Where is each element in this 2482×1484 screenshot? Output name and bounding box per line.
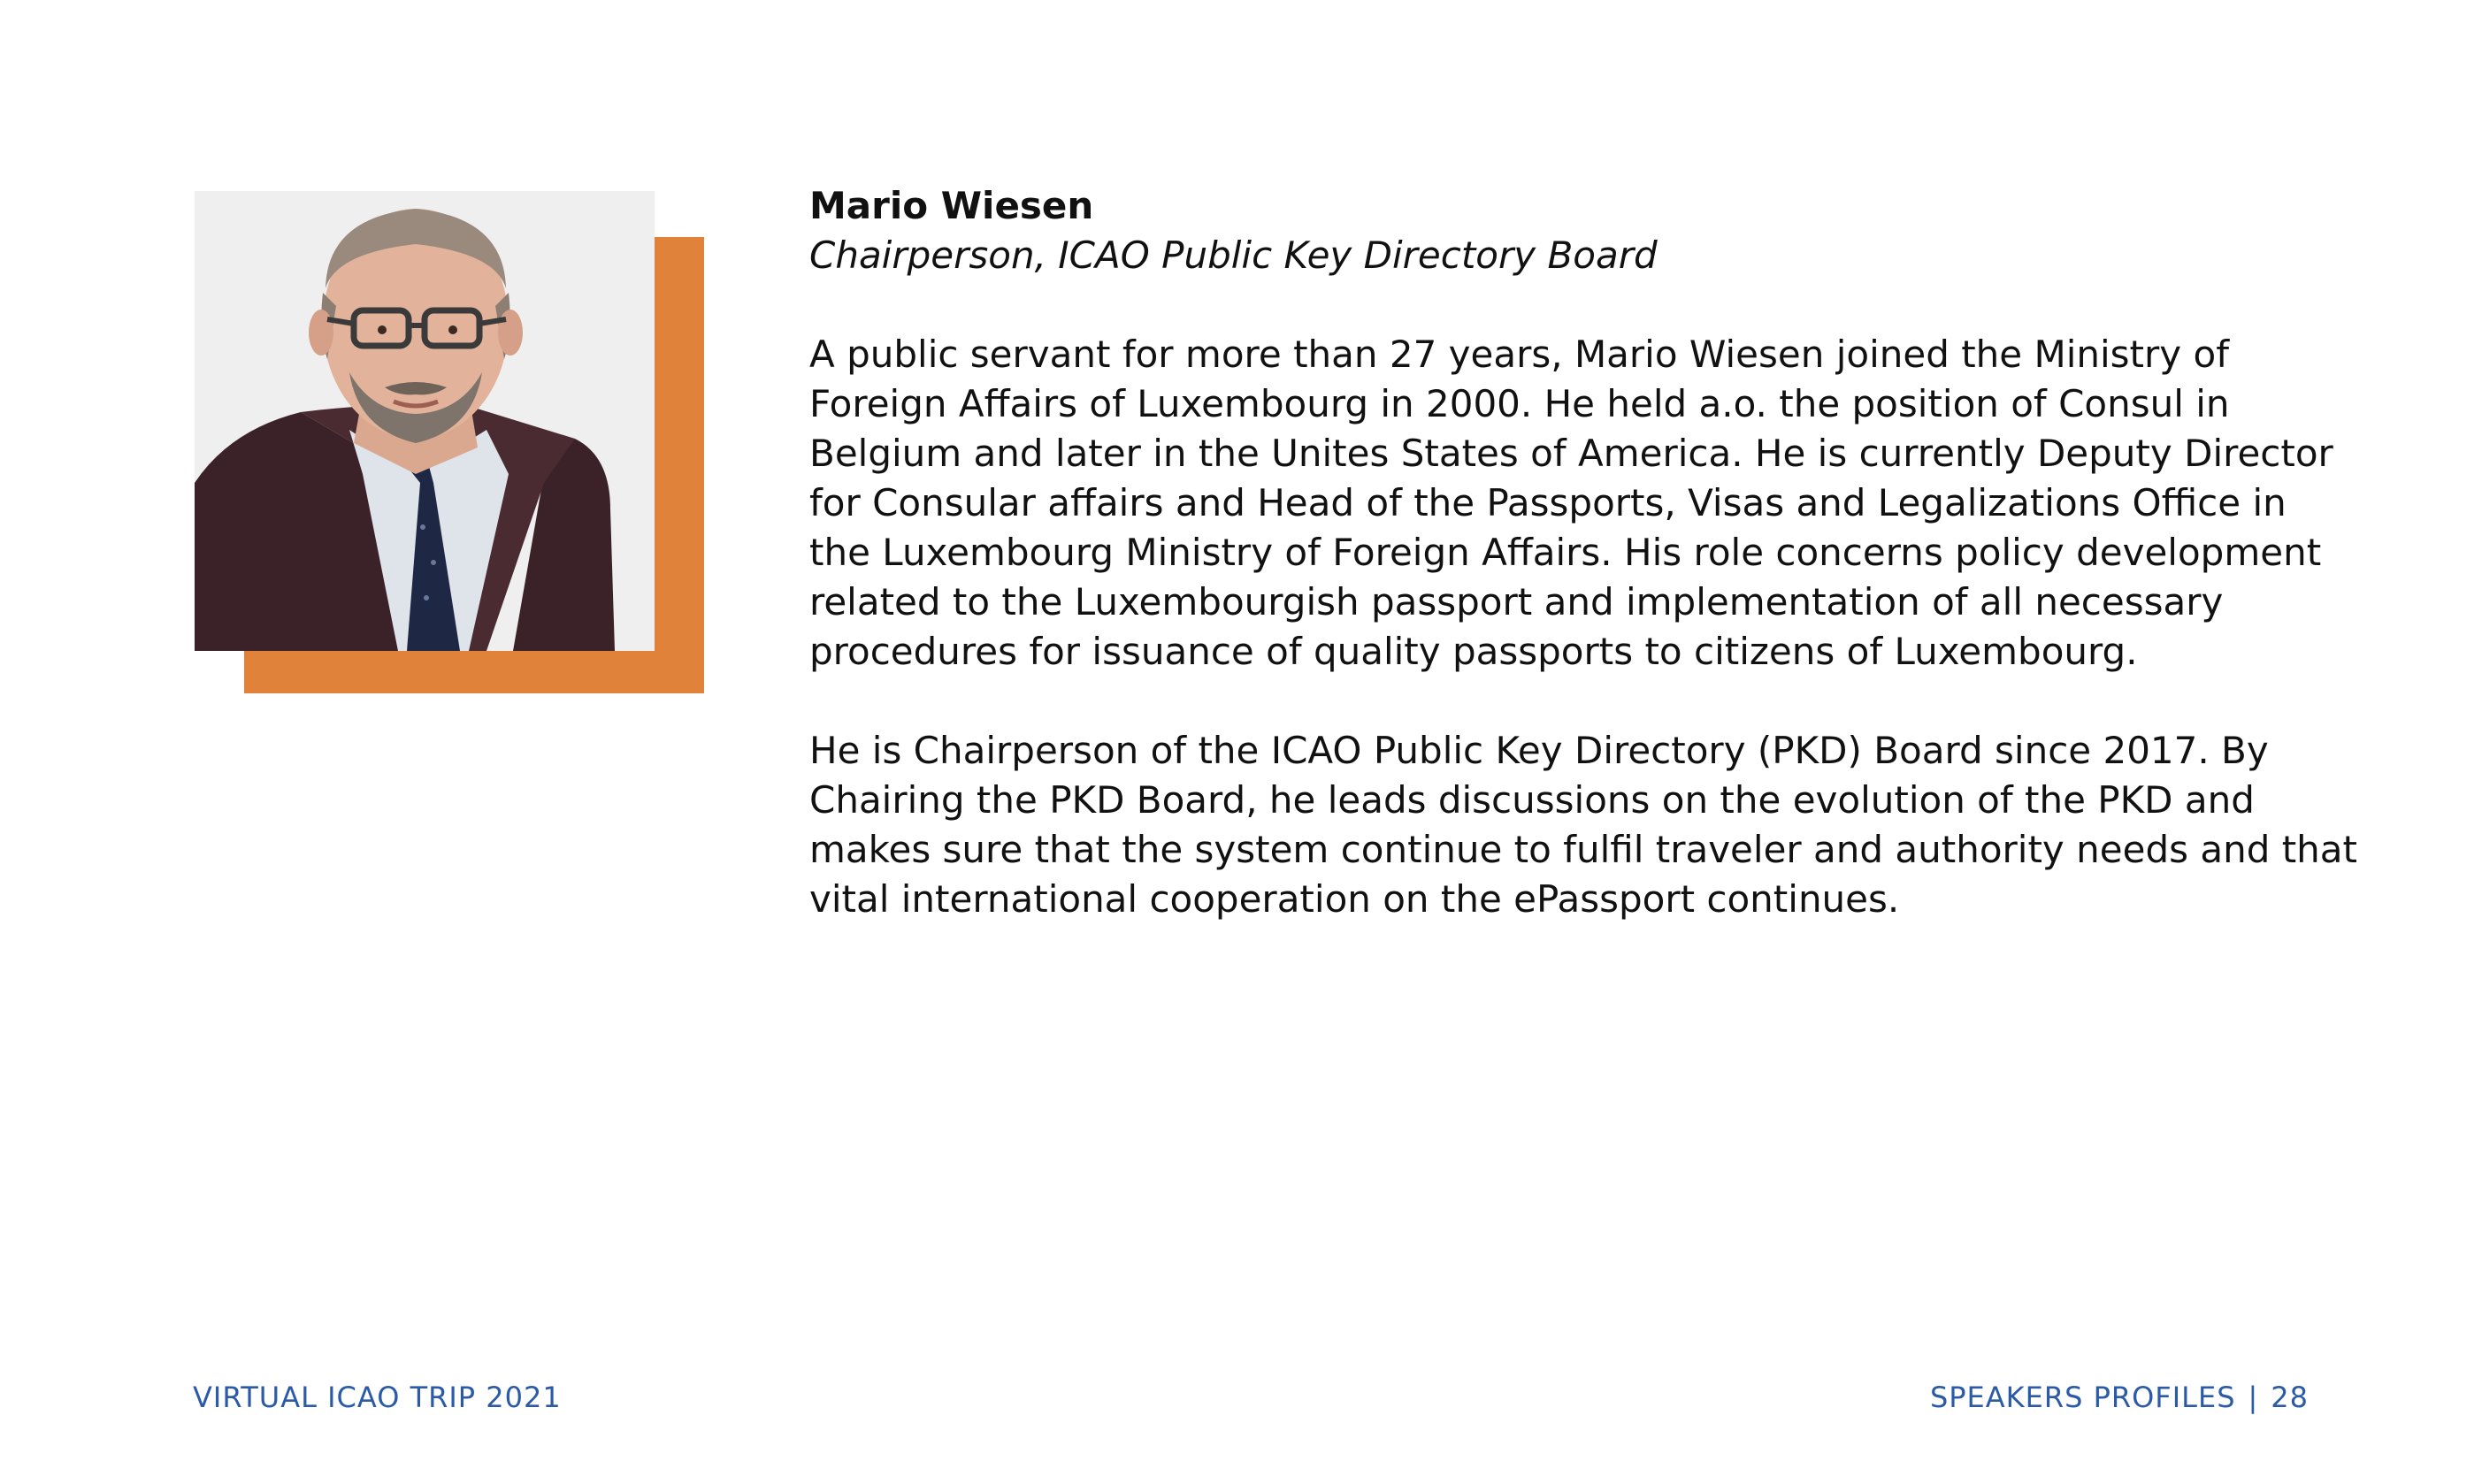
speaker-photo-block [195, 191, 704, 693]
speaker-photo [195, 191, 655, 651]
bio-paragraph-2 [809, 726, 2357, 924]
speaker-name: Mario Wiesen [809, 184, 1094, 227]
speaker-portrait-illustration [195, 191, 655, 651]
bio-line: Chairing the PKD Board, he leads discussions on the evolution of the PKD and [809, 778, 2255, 822]
footer-page-info [1930, 1380, 2309, 1415]
footer-separator: | [2248, 1381, 2259, 1414]
page-number: 28 [2271, 1381, 2309, 1414]
bio-line: procedures for issuance of quality passports to citizens of Luxembourg. [809, 630, 2138, 673]
bio-line: Foreign Affairs of Luxembourg in 2000. He held a.o. the position of Consul in [809, 382, 2230, 425]
bio-line: makes sure that the system continue to fulfil traveler and authority needs and that [809, 828, 2357, 871]
bio-line: He is Chairperson of the ICAO Public Key Directory (PKD) Board since 2017. By [809, 729, 2269, 772]
speaker-profile-content [809, 181, 2357, 974]
bio-paragraph-1 [809, 330, 2333, 677]
bio-line: A public servant for more than 27 years, Mario Wiesen joined the Ministry of [809, 333, 2229, 376]
bio-line: Belgium and later in the Unites States of America. He is currently Deputy Director [809, 432, 2333, 475]
footer-section-title: SPEAKERS PROFILES [1929, 1381, 2236, 1414]
bio-line: related to the Luxembourgish passport and implementation of all necessary [809, 580, 2224, 623]
footer-event-title: VIRTUAL ICAO TRIP 2021 [193, 1381, 562, 1414]
speaker-role: Chairperson, ICAO Public Key Directory Board [809, 233, 1658, 277]
bio-line: vital international cooperation on the ePassport continues. [809, 877, 1900, 921]
bio-line: the Luxembourg Ministry of Foreign Affairs. His role concerns policy development [809, 531, 2322, 574]
bio-line: for Consular affairs and Head of the Passports, Visas and Legalizations Office in [809, 481, 2287, 524]
